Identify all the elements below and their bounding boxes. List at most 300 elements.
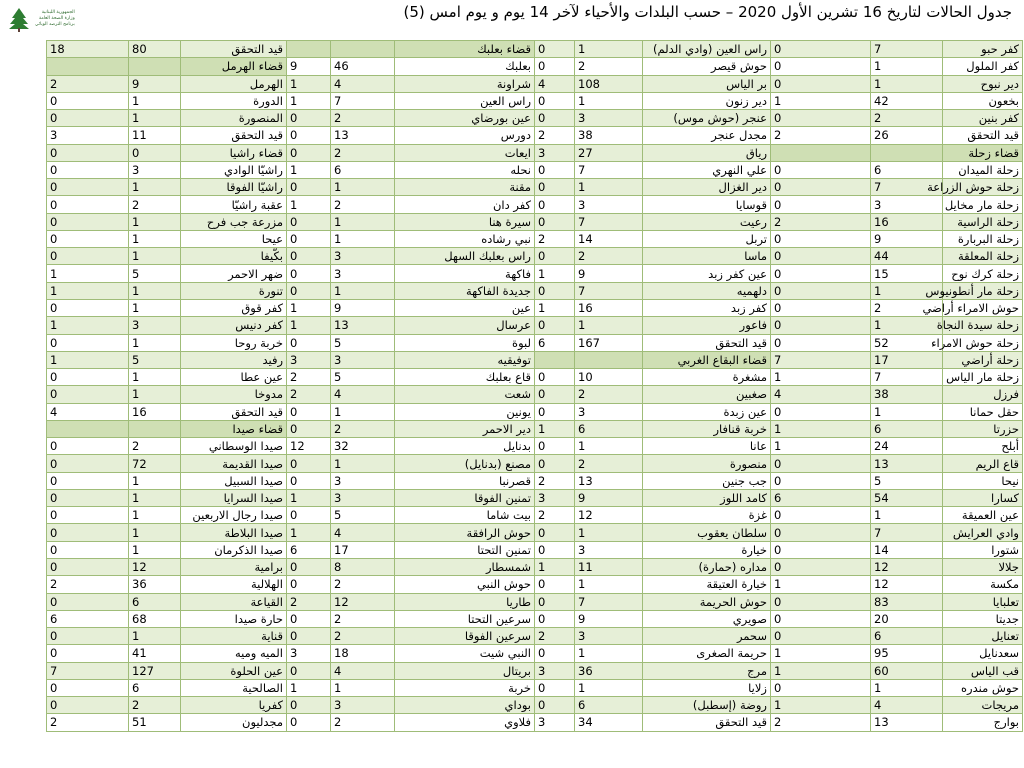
- location-name-cell: قوسايا: [643, 196, 771, 213]
- new-cases-cell: 0: [287, 455, 331, 472]
- total-cases-cell: 1: [331, 179, 395, 196]
- new-cases-cell: 1: [771, 576, 871, 593]
- location-name-cell: مصنع (بدنايل): [395, 455, 535, 472]
- new-cases-cell: 1: [771, 645, 871, 662]
- total-cases-cell: 1: [129, 524, 181, 541]
- new-cases-cell: 0: [535, 697, 575, 714]
- total-cases-cell: 38: [575, 127, 643, 144]
- total-cases-cell: 1: [129, 230, 181, 247]
- location-name-cell: قاع الريم: [943, 455, 1023, 472]
- new-cases-cell: 0: [535, 92, 575, 109]
- location-name-cell: المنصورة: [181, 110, 287, 127]
- total-cases-cell: 52: [871, 334, 943, 351]
- location-name-cell: خيارة العتيقة: [643, 576, 771, 593]
- total-cases-cell: 10: [575, 369, 643, 386]
- location-name-cell: مقنة: [395, 179, 535, 196]
- location-name-cell: كفر قوق: [181, 299, 287, 316]
- total-cases-cell: 16: [871, 213, 943, 230]
- table-row: [47, 541, 1023, 558]
- new-cases-cell: 0: [771, 161, 871, 178]
- new-cases-cell: 3: [287, 351, 331, 368]
- new-cases-cell: 1: [287, 196, 331, 213]
- location-name-cell: حقل حمانا: [943, 403, 1023, 420]
- new-cases-cell: 0: [771, 455, 871, 472]
- location-name-cell: عين عطا: [181, 369, 287, 386]
- table-row: [47, 610, 1023, 627]
- new-cases-cell: 0: [535, 541, 575, 558]
- location-name-cell: فاكهة: [395, 265, 535, 282]
- total-cases-cell: 3: [575, 403, 643, 420]
- new-cases-cell: 2: [535, 230, 575, 247]
- table-row: [47, 75, 1023, 92]
- new-cases-cell: 0: [47, 645, 129, 662]
- location-name-cell: عين: [395, 299, 535, 316]
- total-cases-cell: 6: [871, 161, 943, 178]
- new-cases-cell: 0: [47, 524, 129, 541]
- total-cases-cell: 13: [331, 127, 395, 144]
- new-cases-cell: 0: [535, 179, 575, 196]
- total-cases-cell: 1: [129, 248, 181, 265]
- location-name-cell: قضاء بعلبك: [395, 41, 535, 58]
- table-row: [47, 248, 1023, 265]
- cases-table: [46, 40, 1023, 732]
- ministry-logo: [6, 2, 92, 36]
- total-cases-cell: 3: [331, 697, 395, 714]
- table-row: [47, 230, 1023, 247]
- location-name-cell: فرزل: [943, 386, 1023, 403]
- total-cases-cell: 1: [129, 507, 181, 524]
- location-name-cell: زحلة مار مخايل: [943, 196, 1023, 213]
- new-cases-cell: 1: [287, 161, 331, 178]
- location-name-cell: طاريا: [395, 593, 535, 610]
- location-name-cell: جلالا: [943, 558, 1023, 575]
- location-name-cell: عين بورضاي: [395, 110, 535, 127]
- location-name-cell: قناية: [181, 628, 287, 645]
- location-name-cell: غزة: [643, 507, 771, 524]
- location-name-cell: مكسة: [943, 576, 1023, 593]
- new-cases-cell: 2: [771, 127, 871, 144]
- location-name-cell: زحلة مار الياس: [943, 369, 1023, 386]
- new-cases-cell: 18: [47, 41, 129, 58]
- new-cases-cell: 3: [287, 645, 331, 662]
- location-name-cell: شتورا: [943, 541, 1023, 558]
- location-name-cell: راس بعلبك السهل: [395, 248, 535, 265]
- new-cases-cell: 1: [287, 92, 331, 109]
- total-cases-cell: 1: [129, 386, 181, 403]
- table-row: [47, 299, 1023, 316]
- total-cases-cell: 1: [871, 507, 943, 524]
- total-cases-cell: 6: [129, 593, 181, 610]
- location-name-cell: تمنين الفوقا: [395, 489, 535, 506]
- total-cases-cell: 3: [575, 541, 643, 558]
- total-cases-cell: 0: [129, 144, 181, 161]
- total-cases-cell: 12: [871, 576, 943, 593]
- location-name-cell: راشيّا الفوقا: [181, 179, 287, 196]
- total-cases-cell: 1: [575, 645, 643, 662]
- new-cases-cell: 2: [287, 386, 331, 403]
- total-cases-cell: 16: [575, 299, 643, 316]
- total-cases-cell: 1: [129, 334, 181, 351]
- location-name-cell: دير زنون: [643, 92, 771, 109]
- total-cases-cell: 16: [129, 403, 181, 420]
- new-cases-cell: 0: [535, 248, 575, 265]
- new-cases-cell: 0: [287, 144, 331, 161]
- new-cases-cell: 0: [47, 144, 129, 161]
- table-row: [47, 645, 1023, 662]
- total-cases-cell: 26: [871, 127, 943, 144]
- new-cases-cell: 0: [771, 230, 871, 247]
- new-cases-cell: 0: [287, 507, 331, 524]
- total-cases-cell: 5: [331, 507, 395, 524]
- location-name-cell: قاع بعلبك: [395, 369, 535, 386]
- total-cases-cell: 2: [331, 420, 395, 437]
- table-row: [47, 351, 1023, 368]
- new-cases-cell: 0: [287, 420, 331, 437]
- new-cases-cell: 1: [771, 92, 871, 109]
- location-name-cell: الهلالية: [181, 576, 287, 593]
- new-cases-cell: 2: [535, 628, 575, 645]
- location-name-cell: قيد التحقق: [643, 714, 771, 731]
- total-cases-cell: 1: [331, 679, 395, 696]
- new-cases-cell: 9: [287, 58, 331, 75]
- total-cases-cell: 1: [331, 230, 395, 247]
- location-name-cell: الصالحية: [181, 679, 287, 696]
- total-cases-cell: 6: [575, 420, 643, 437]
- new-cases-cell: [535, 351, 575, 368]
- total-cases-cell: 1: [575, 438, 643, 455]
- total-cases-cell: [331, 41, 395, 58]
- location-name-cell: زحلة الراسية: [943, 213, 1023, 230]
- location-name-cell: صيدا الوسطاني: [181, 438, 287, 455]
- location-name-cell: حزرتا: [943, 420, 1023, 437]
- total-cases-cell: 11: [575, 558, 643, 575]
- location-name-cell: زحلة سيدة النجاة: [943, 317, 1023, 334]
- total-cases-cell: 2: [331, 110, 395, 127]
- location-name-cell: صويري: [643, 610, 771, 627]
- location-name-cell: يونين: [395, 403, 535, 420]
- location-name-cell: عرسال: [395, 317, 535, 334]
- total-cases-cell: 2: [331, 714, 395, 731]
- new-cases-cell: 2: [771, 213, 871, 230]
- new-cases-cell: 0: [47, 472, 129, 489]
- total-cases-cell: 1: [575, 576, 643, 593]
- location-name-cell: توفيقيه: [395, 351, 535, 368]
- new-cases-cell: 1: [771, 662, 871, 679]
- total-cases-cell: 7: [871, 369, 943, 386]
- location-name-cell: قيد التحقق: [643, 334, 771, 351]
- location-name-cell: حوش الرافقة: [395, 524, 535, 541]
- location-name-cell: عقبة راشيّا: [181, 196, 287, 213]
- total-cases-cell: 1: [871, 317, 943, 334]
- total-cases-cell: 3: [575, 628, 643, 645]
- location-name-cell: بريتال: [395, 662, 535, 679]
- new-cases-cell: 0: [771, 248, 871, 265]
- new-cases-cell: 2: [535, 507, 575, 524]
- total-cases-cell: 1: [129, 110, 181, 127]
- new-cases-cell: 0: [287, 110, 331, 127]
- total-cases-cell: 1: [129, 299, 181, 316]
- new-cases-cell: 0: [47, 438, 129, 455]
- location-name-cell: زلايا: [643, 679, 771, 696]
- location-name-cell: مجدل عنجر: [643, 127, 771, 144]
- total-cases-cell: 13: [871, 714, 943, 731]
- new-cases-cell: 0: [287, 334, 331, 351]
- location-name-cell: كفريا: [181, 697, 287, 714]
- location-name-cell: صيدا رجال الاربعين: [181, 507, 287, 524]
- total-cases-cell: 15: [871, 265, 943, 282]
- total-cases-cell: 41: [129, 645, 181, 662]
- total-cases-cell: [129, 58, 181, 75]
- new-cases-cell: 0: [287, 127, 331, 144]
- table-row: [47, 438, 1023, 455]
- new-cases-cell: 0: [771, 334, 871, 351]
- table-row: [47, 472, 1023, 489]
- location-name-cell: زحلة حوش الزراعة: [943, 179, 1023, 196]
- new-cases-cell: 2: [771, 714, 871, 731]
- location-name-cell: منصورة: [643, 455, 771, 472]
- new-cases-cell: 0: [287, 403, 331, 420]
- table-row: [47, 282, 1023, 299]
- table-row: [47, 697, 1023, 714]
- new-cases-cell: 0: [287, 230, 331, 247]
- location-name-cell: قصرنبا: [395, 472, 535, 489]
- new-cases-cell: 0: [535, 455, 575, 472]
- table-row: [47, 317, 1023, 334]
- table-row: [47, 386, 1023, 403]
- new-cases-cell: 7: [47, 662, 129, 679]
- new-cases-cell: 0: [47, 369, 129, 386]
- total-cases-cell: 32: [331, 438, 395, 455]
- new-cases-cell: 0: [535, 196, 575, 213]
- table-row: [47, 110, 1023, 127]
- new-cases-cell: 3: [535, 489, 575, 506]
- new-cases-cell: 0: [287, 576, 331, 593]
- total-cases-cell: 1: [129, 541, 181, 558]
- new-cases-cell: 0: [287, 282, 331, 299]
- new-cases-cell: 6: [287, 541, 331, 558]
- location-name-cell: كفر دان: [395, 196, 535, 213]
- new-cases-cell: 0: [47, 507, 129, 524]
- new-cases-cell: 0: [535, 679, 575, 696]
- table-row: [47, 662, 1023, 679]
- total-cases-cell: 5: [331, 369, 395, 386]
- location-name-cell: حوش قيصر: [643, 58, 771, 75]
- new-cases-cell: 0: [287, 248, 331, 265]
- total-cases-cell: 13: [871, 455, 943, 472]
- new-cases-cell: 0: [535, 386, 575, 403]
- total-cases-cell: 2: [575, 455, 643, 472]
- total-cases-cell: 83: [871, 593, 943, 610]
- location-name-cell: حوش الامراء أراضي: [943, 299, 1023, 316]
- table-row: [47, 144, 1023, 161]
- total-cases-cell: 80: [129, 41, 181, 58]
- total-cases-cell: 1: [129, 369, 181, 386]
- location-name-cell: تعلبايا: [943, 593, 1023, 610]
- new-cases-cell: 1: [771, 697, 871, 714]
- new-cases-cell: 0: [771, 41, 871, 58]
- new-cases-cell: 0: [47, 593, 129, 610]
- new-cases-cell: 2: [47, 714, 129, 731]
- location-name-cell: دير الاحمر: [395, 420, 535, 437]
- new-cases-cell: [771, 144, 871, 161]
- new-cases-cell: 0: [287, 179, 331, 196]
- total-cases-cell: 95: [871, 645, 943, 662]
- location-name-cell: الدورة: [181, 92, 287, 109]
- new-cases-cell: 0: [771, 541, 871, 558]
- new-cases-cell: [47, 420, 129, 437]
- location-name-cell: نبي رشاده: [395, 230, 535, 247]
- total-cases-cell: 3: [575, 196, 643, 213]
- total-cases-cell: 13: [575, 472, 643, 489]
- location-name-cell: عانا: [643, 438, 771, 455]
- location-name-cell: قيد التحقق: [181, 403, 287, 420]
- location-name-cell: عين كفر زبد: [643, 265, 771, 282]
- table-row: [47, 41, 1023, 58]
- new-cases-cell: 1: [47, 317, 129, 334]
- location-name-cell: تعنايل: [943, 628, 1023, 645]
- location-name-cell: صغبين: [643, 386, 771, 403]
- location-name-cell: زحلة مار أنطونيوس: [943, 282, 1023, 299]
- table-row: [47, 593, 1023, 610]
- table-row: [47, 420, 1023, 437]
- new-cases-cell: 2: [535, 472, 575, 489]
- total-cases-cell: 1: [575, 317, 643, 334]
- location-name-cell: بوداي: [395, 697, 535, 714]
- total-cases-cell: 4: [331, 524, 395, 541]
- total-cases-cell: 51: [129, 714, 181, 731]
- total-cases-cell: 2: [129, 438, 181, 455]
- table-row: [47, 489, 1023, 506]
- new-cases-cell: 0: [771, 403, 871, 420]
- table-row: [47, 179, 1023, 196]
- total-cases-cell: 60: [871, 662, 943, 679]
- total-cases-cell: 14: [575, 230, 643, 247]
- total-cases-cell: 4: [871, 697, 943, 714]
- total-cases-cell: 5: [129, 351, 181, 368]
- total-cases-cell: 3: [331, 265, 395, 282]
- total-cases-cell: [575, 351, 643, 368]
- total-cases-cell: 1: [575, 524, 643, 541]
- total-cases-cell: 1: [129, 179, 181, 196]
- new-cases-cell: 0: [47, 697, 129, 714]
- location-name-cell: تربل: [643, 230, 771, 247]
- page-header: [0, 0, 1024, 38]
- total-cases-cell: 3: [331, 351, 395, 368]
- new-cases-cell: 0: [47, 455, 129, 472]
- new-cases-cell: 0: [47, 213, 129, 230]
- table-row: [47, 213, 1023, 230]
- new-cases-cell: 2: [535, 127, 575, 144]
- new-cases-cell: 0: [771, 317, 871, 334]
- total-cases-cell: 9: [575, 610, 643, 627]
- new-cases-cell: 2: [287, 593, 331, 610]
- location-name-cell: تنورة: [181, 282, 287, 299]
- new-cases-cell: 1: [287, 299, 331, 316]
- location-name-cell: بعلبك: [395, 58, 535, 75]
- new-cases-cell: 0: [535, 282, 575, 299]
- new-cases-cell: 0: [47, 628, 129, 645]
- logo-line-1: الجمهورية اللبنانية: [41, 10, 75, 15]
- total-cases-cell: 6: [575, 697, 643, 714]
- location-name-cell: عيحا: [181, 230, 287, 247]
- table-row: [47, 58, 1023, 75]
- table-row: [47, 714, 1023, 731]
- logo-line-3: برنامج الترصد الوبائي: [35, 22, 75, 27]
- table-row: [47, 369, 1023, 386]
- total-cases-cell: 6: [129, 679, 181, 696]
- location-name-cell: القياعة: [181, 593, 287, 610]
- new-cases-cell: 0: [535, 369, 575, 386]
- new-cases-cell: 0: [47, 110, 129, 127]
- new-cases-cell: 1: [535, 299, 575, 316]
- table-row: [47, 403, 1023, 420]
- new-cases-cell: 1: [287, 524, 331, 541]
- total-cases-cell: 36: [129, 576, 181, 593]
- new-cases-cell: 0: [535, 576, 575, 593]
- location-name-cell: خيارة: [643, 541, 771, 558]
- new-cases-cell: 0: [287, 610, 331, 627]
- total-cases-cell: 2: [331, 196, 395, 213]
- location-name-cell: صيدا السبيل: [181, 472, 287, 489]
- total-cases-cell: 1: [129, 472, 181, 489]
- new-cases-cell: 0: [287, 213, 331, 230]
- total-cases-cell: 44: [871, 248, 943, 265]
- new-cases-cell: 1: [287, 489, 331, 506]
- new-cases-cell: 0: [535, 524, 575, 541]
- location-name-cell: كفر حبو: [943, 41, 1023, 58]
- total-cases-cell: 5: [331, 334, 395, 351]
- location-name-cell: راشيّا الوادي: [181, 161, 287, 178]
- new-cases-cell: 0: [771, 58, 871, 75]
- new-cases-cell: 0: [47, 248, 129, 265]
- location-name-cell: كفر زبد: [643, 299, 771, 316]
- new-cases-cell: 12: [287, 438, 331, 455]
- table-row: [47, 455, 1023, 472]
- new-cases-cell: 0: [771, 282, 871, 299]
- location-name-cell: راس العين: [395, 92, 535, 109]
- location-name-cell: صيدا القديمة: [181, 455, 287, 472]
- total-cases-cell: 4: [331, 662, 395, 679]
- new-cases-cell: 0: [287, 472, 331, 489]
- location-name-cell: صيدا البلاطة: [181, 524, 287, 541]
- new-cases-cell: 1: [535, 265, 575, 282]
- total-cases-cell: 6: [871, 420, 943, 437]
- location-name-cell: حوش النبي: [395, 576, 535, 593]
- total-cases-cell: 1: [871, 403, 943, 420]
- total-cases-cell: 20: [871, 610, 943, 627]
- location-name-cell: دلهميه: [643, 282, 771, 299]
- new-cases-cell: 6: [771, 489, 871, 506]
- location-name-cell: قضاء راشيا: [181, 144, 287, 161]
- table-row: [47, 334, 1023, 351]
- total-cases-cell: 14: [871, 541, 943, 558]
- location-name-cell: مزرعة جب فرح: [181, 213, 287, 230]
- location-name-cell: سرعين التحتا: [395, 610, 535, 627]
- cedar-icon: [6, 6, 32, 32]
- total-cases-cell: 2: [331, 628, 395, 645]
- page-title: جدول الحالات لتاريخ 16 تشرين الأول 2020 – حسب البلدات والأحياء لآخر 14 يوم و يوم امس (5): [403, 3, 1012, 21]
- total-cases-cell: 7: [575, 213, 643, 230]
- total-cases-cell: 1: [871, 282, 943, 299]
- location-name-cell: سرعين الفوقا: [395, 628, 535, 645]
- new-cases-cell: 0: [47, 334, 129, 351]
- location-name-cell: مداره (حمارة): [643, 558, 771, 575]
- new-cases-cell: [47, 58, 129, 75]
- location-name-cell: حوش مندره: [943, 679, 1023, 696]
- new-cases-cell: 0: [47, 679, 129, 696]
- location-name-cell: وادي العرايش: [943, 524, 1023, 541]
- total-cases-cell: 2: [575, 248, 643, 265]
